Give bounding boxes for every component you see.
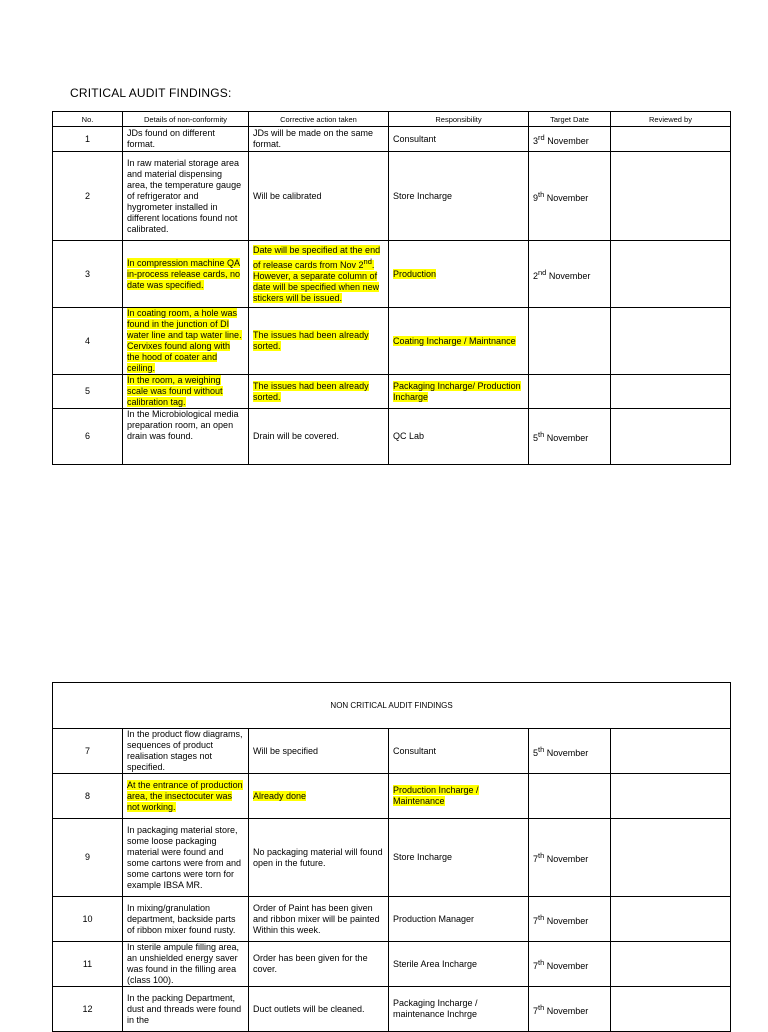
table-row — [53, 308, 731, 375]
header-action: Corrective action taken — [249, 112, 389, 127]
row-reviewed-by — [611, 774, 731, 819]
row-details: In mixing/granulation department, backside parts of ribbon mixer found rusty. — [123, 897, 249, 942]
header-details: Details of non-conformity — [123, 112, 249, 127]
row-action: Order of Paint has been given and ribbon mixer will be painted Within this week. — [249, 897, 389, 942]
row-responsibility: Consultant — [389, 729, 529, 774]
row-action: The issues had been already sorted. — [249, 375, 389, 409]
row-details: In the room, a weighing scale was found without calibration tag. — [123, 375, 249, 409]
table-row — [53, 897, 731, 942]
table-row — [53, 152, 731, 241]
row-details: In packaging material store, some loose packaging material were found and some cartons were from and some cartons were torn for example IBSA MR. — [123, 819, 249, 897]
row-action: JDs will be made on the same format. — [249, 127, 389, 152]
noncritical-findings-title: NON CRITICAL AUDIT FINDINGS — [53, 683, 731, 729]
row-responsibility: QC Lab — [389, 409, 529, 465]
table-caption-row — [53, 683, 731, 729]
row-reviewed-by — [611, 729, 731, 774]
row-details: In raw material storage area and material dispensing area, the temperature gauge of refrigerator and hygrometer installed in different locations found not calibrated. — [123, 152, 249, 241]
row-responsibility: Consultant — [389, 127, 529, 152]
row-action: Will be specified — [249, 729, 389, 774]
row-target-date: 2nd November — [529, 241, 611, 308]
row-reviewed-by — [611, 819, 731, 897]
row-action: No packaging material will found open in the future. — [249, 819, 389, 897]
row-number: 12 — [53, 987, 123, 1032]
critical-findings-table — [52, 111, 731, 465]
row-responsibility: Store Incharge — [389, 819, 529, 897]
row-number: 4 — [53, 308, 123, 375]
row-number: 2 — [53, 152, 123, 241]
noncritical-findings-table — [52, 682, 731, 1032]
row-details: In sterile ampule filling area, an unshielded energy saver was found in the filling area (class 100). — [123, 942, 249, 987]
row-responsibility: Packaging Incharge / maintenance Inchrge — [389, 987, 529, 1032]
table-row — [53, 375, 731, 409]
row-number: 7 — [53, 729, 123, 774]
row-reviewed-by — [611, 375, 731, 409]
row-reviewed-by — [611, 127, 731, 152]
header-responsibility: Responsibility — [389, 112, 529, 127]
row-target-date: 3rd November — [529, 127, 611, 152]
row-action: Drain will be covered. — [249, 409, 389, 465]
row-details: JDs found on different format. — [123, 127, 249, 152]
row-number: 5 — [53, 375, 123, 409]
table-row — [53, 409, 731, 465]
row-responsibility: Sterile Area Incharge — [389, 942, 529, 987]
row-responsibility: Coating Incharge / Maintnance — [389, 308, 529, 375]
header-no: No. — [53, 112, 123, 127]
row-responsibility: Production — [389, 241, 529, 308]
row-reviewed-by — [611, 241, 731, 308]
row-target-date: 7th November — [529, 942, 611, 987]
row-number: 1 — [53, 127, 123, 152]
table-row — [53, 241, 731, 308]
row-target-date: 7th November — [529, 819, 611, 897]
row-number: 10 — [53, 897, 123, 942]
row-action: Date will be specified at the end of release cards from Nov 2nd. However, a separate column of date will be specified when new stickers will be issued. — [249, 241, 389, 308]
row-details: At the entrance of production area, the insectocuter was not working. — [123, 774, 249, 819]
row-details: In the product flow diagrams, sequences of product realisation stages not specified. — [123, 729, 249, 774]
row-target-date — [529, 774, 611, 819]
row-details: In the Microbiological media preparation room, an open drain was found. — [123, 409, 249, 465]
critical-findings-title: CRITICAL AUDIT FINDINGS: — [70, 86, 232, 100]
row-action: Will be calibrated — [249, 152, 389, 241]
row-responsibility: Production Manager — [389, 897, 529, 942]
row-target-date: 9th November — [529, 152, 611, 241]
row-reviewed-by — [611, 152, 731, 241]
row-reviewed-by — [611, 409, 731, 465]
row-number: 11 — [53, 942, 123, 987]
row-target-date: 5th November — [529, 409, 611, 465]
row-responsibility: Packaging Incharge/ Production Incharge — [389, 375, 529, 409]
row-number: 9 — [53, 819, 123, 897]
header-target-date: Target Date — [529, 112, 611, 127]
header-reviewed-by: Reviewed by — [611, 112, 731, 127]
row-target-date — [529, 308, 611, 375]
row-target-date: 5th November — [529, 729, 611, 774]
table-row — [53, 987, 731, 1032]
row-action: Duct outlets will be cleaned. — [249, 987, 389, 1032]
row-target-date: 7th November — [529, 897, 611, 942]
row-number: 3 — [53, 241, 123, 308]
table-row — [53, 942, 731, 987]
row-reviewed-by — [611, 897, 731, 942]
row-target-date — [529, 375, 611, 409]
table-row — [53, 819, 731, 897]
row-details: In the packing Department, dust and threads were found in the — [123, 987, 249, 1032]
row-responsibility: Production Incharge / Maintenance — [389, 774, 529, 819]
row-details: In coating room, a hole was found in the junction of DI water line and tap water line. Cervixes found along with the hood of coater and ceiling. — [123, 308, 249, 375]
row-details: In compression machine QA in-process release cards, no date was specified. — [123, 241, 249, 308]
row-responsibility: Store Incharge — [389, 152, 529, 241]
row-action: Order has been given for the cover. — [249, 942, 389, 987]
table-row — [53, 127, 731, 152]
table-header-row — [53, 112, 731, 127]
row-number: 6 — [53, 409, 123, 465]
row-reviewed-by — [611, 308, 731, 375]
row-reviewed-by — [611, 942, 731, 987]
table-row — [53, 774, 731, 819]
table-row — [53, 729, 731, 774]
row-action: The issues had been already sorted. — [249, 308, 389, 375]
row-reviewed-by — [611, 987, 731, 1032]
row-target-date: 7th November — [529, 987, 611, 1032]
row-action: Already done — [249, 774, 389, 819]
row-number: 8 — [53, 774, 123, 819]
